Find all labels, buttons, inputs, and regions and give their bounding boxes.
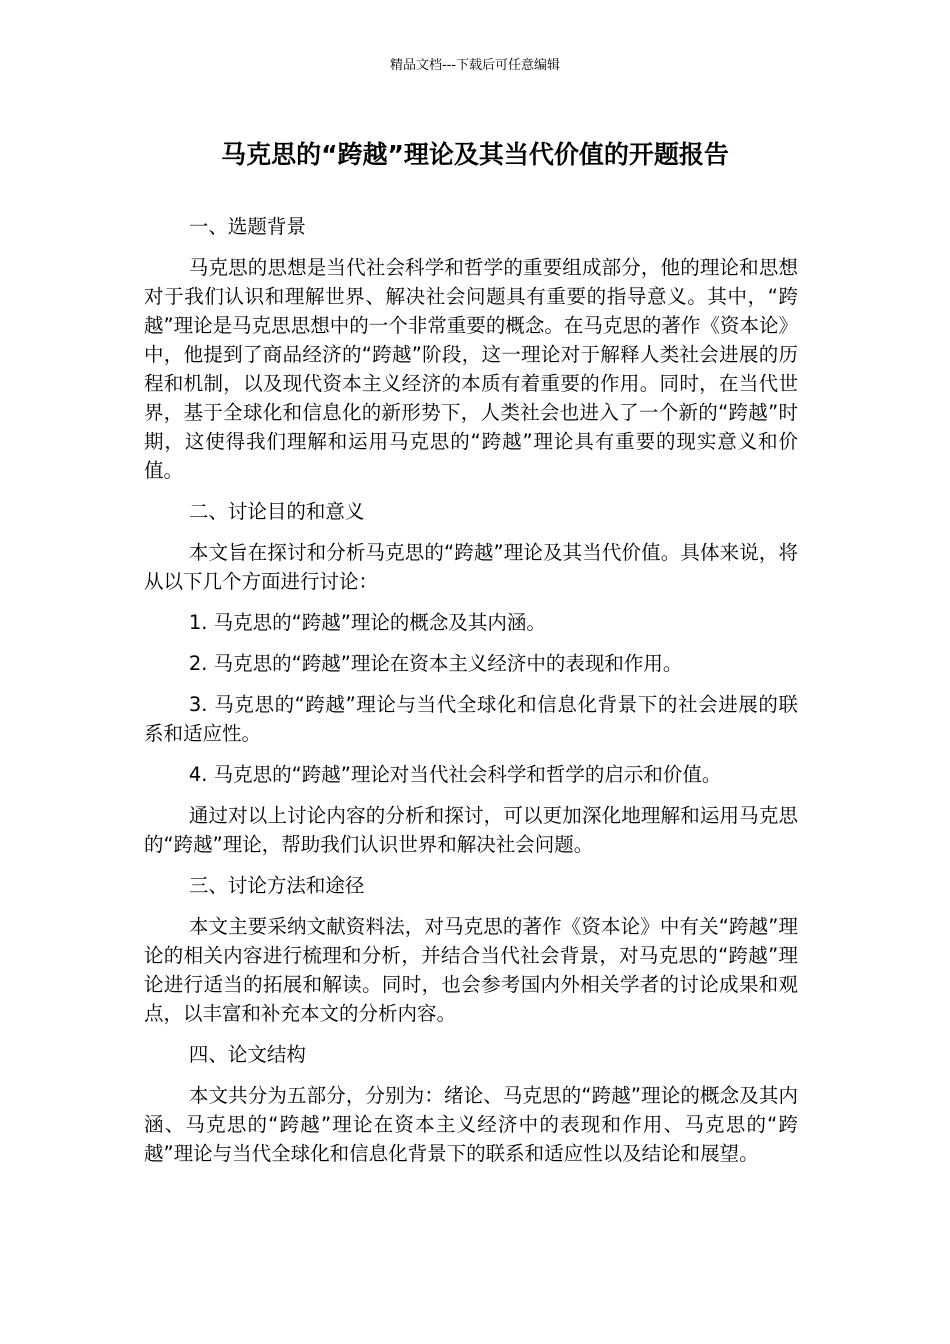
paragraph-background: 马克思的思想是当代社会科学和哲学的重要组成部分，他的理论和思想对于我们认识和理解世界、解决社会问题具有重要的指导意义。其中，“跨越”理论是马克思思想中的一个非常重要的概念。在马克思的著作《资本论》中，他提到了商品经济的“跨越”阶段，这一理论对于解释人类社会进展的历程和机制，以及现代资本主义经济的本质有着重要的作用。同时，在当代世界，基于全球化和信息化的新形势下，人类社会也进入了一个新的“跨越”时期，这使得我们理解和运用马克思的“跨越”理论具有重要的现实意义和价值。 [144, 256, 798, 482]
document-title: 马克思的“跨越”理论及其当代价值的开题报告 [221, 140, 729, 169]
list-item-1: 1. 马克思的“跨越”理论的概念及其内涵。 [188, 611, 546, 634]
paragraph-method: 本文主要采纳文献资料法，对马克思的著作《资本论》中有关“跨越”理论的相关内容进行梳理和分析，并结合当代社会背景，对马克思的“跨越”理论进行适当的拓展和解读。同时，也会参考国内外相关学者的讨论成果和观点，以丰富和补充本文的分析内容。 [144, 915, 798, 1025]
list-item-4: 4. 马克思的“跨越”理论对当代社会科学和哲学的启示和价值。 [188, 763, 722, 786]
section-heading-structure: 四、论文结构 [188, 1043, 306, 1066]
section-heading-background: 一、选题背景 [188, 215, 306, 238]
document-body [144, 212, 798, 1180]
list-item-2: 2. 马克思的“跨越”理论在资本主义经济中的表现和作用。 [188, 652, 683, 675]
section-heading-purpose: 二、讨论目的和意义 [188, 500, 365, 523]
header-note: 精品文档---下载后可任意编辑 [389, 58, 561, 73]
paragraph-purpose-summary: 通过对以上讨论内容的分析和探讨，可以更加深化地理解和运用马克思的“跨越”理论，帮助我们认识世界和解决社会问题。 [144, 804, 798, 856]
list-item-3: 3. 马克思的“跨越”理论与当代全球化和信息化背景下的社会进展的联系和适应性。 [144, 693, 798, 745]
section-heading-method: 三、讨论方法和途径 [188, 874, 365, 897]
paragraph-purpose-intro: 本文旨在探讨和分析马克思的“跨越”理论及其当代价值。具体来说，将从以下几个方面进行讨论： [144, 541, 798, 593]
paragraph-structure: 本文共分为五部分，分别为：绪论、马克思的“跨越”理论的概念及其内涵、马克思的“跨越”理论在资本主义经济中的表现和作用、马克思的“跨越”理论与当代全球化和信息化背景下的联系和适应性以及结论和展望。 [144, 1084, 798, 1165]
